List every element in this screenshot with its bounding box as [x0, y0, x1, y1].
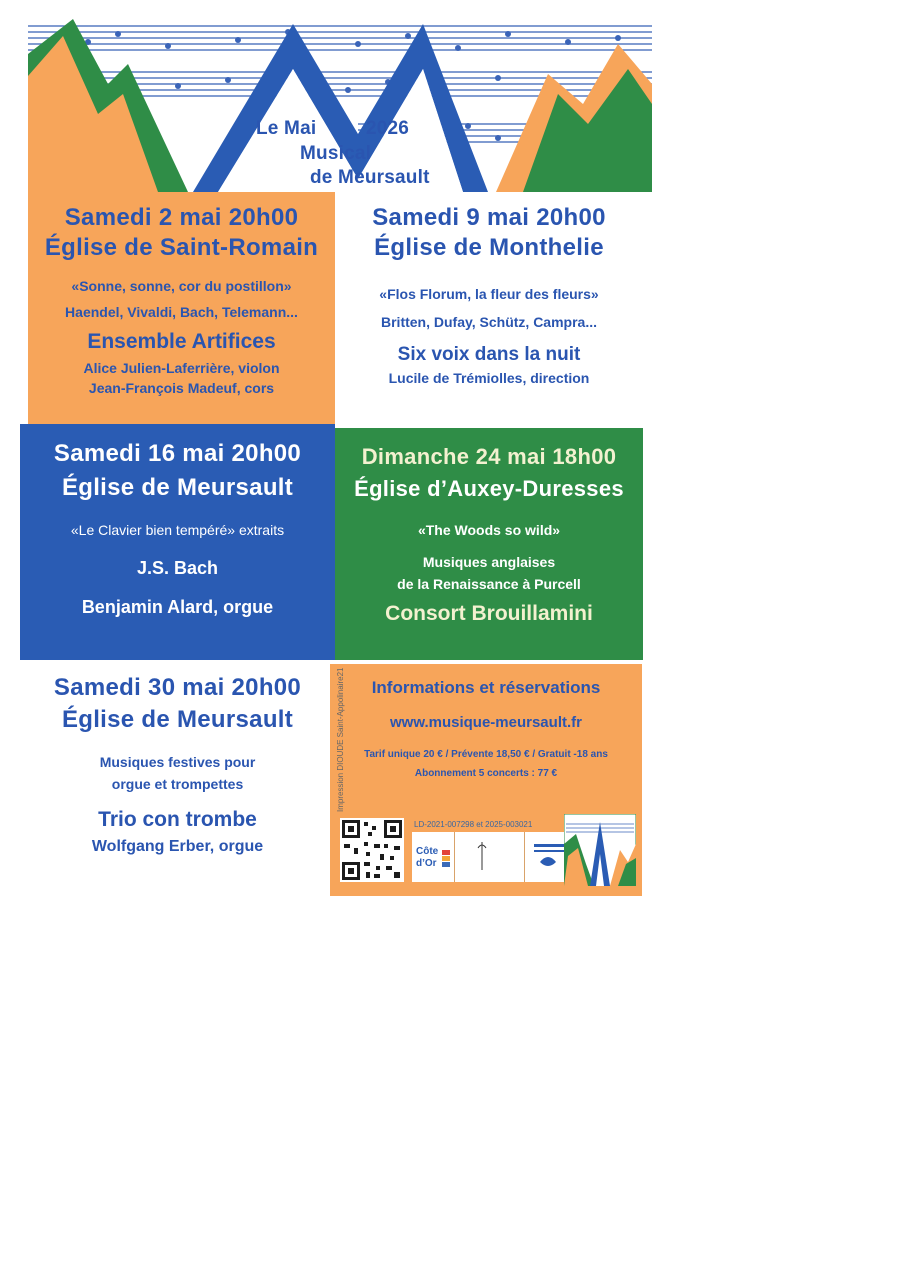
concert-description: de la Renaissance à Purcell	[397, 576, 581, 592]
concert-venue: Église de Monthelie	[374, 234, 604, 261]
festival-logo-icon	[564, 814, 636, 886]
header-title-line1: Le Mai	[256, 118, 317, 139]
licence-numbers: LD-2021-007298 et 2025-003021	[414, 820, 533, 829]
concert-program-title: «Le Clavier bien tempéré» extraits	[70, 522, 285, 538]
header-title-line3: de Meursault	[310, 167, 430, 188]
concert-description: orgue et trompettes	[111, 776, 244, 792]
concert-program-title: «The Woods so wild»	[417, 522, 561, 538]
concert-program-title: «Sonne, sonne, cor du postillon»	[71, 278, 292, 294]
concert-date: Samedi 16 mai 20h00	[53, 440, 302, 467]
concert-venue: Église de Meursault	[61, 474, 294, 501]
poster-header	[28, 14, 652, 192]
concert-performer: Lucile de Trémiolles, direction	[388, 370, 590, 386]
info-subscription: Abonnement 5 concerts : 77 €	[414, 768, 558, 779]
concert-composers: Britten, Dufay, Schütz, Campra...	[381, 314, 597, 330]
concert-venue: Église de Saint-Romain	[44, 234, 319, 261]
info-heading: Informations et réservations	[371, 678, 601, 697]
concert-date: Samedi 2 mai 20h00	[64, 204, 299, 231]
concert-performer: Jean-François Madeuf, cors	[88, 380, 275, 396]
mountains-score-illustration	[28, 14, 652, 192]
cote-dor-logo-text-1: Côte	[416, 846, 439, 857]
info-website: www.musique-meursault.fr	[390, 714, 582, 731]
sponsor-logos	[412, 832, 580, 882]
concert-description: Musiques festives pour	[99, 754, 256, 770]
concert-venue: Église d’Auxey-Duresses	[354, 476, 624, 501]
concert-composers: J.S. Bach	[136, 558, 219, 578]
concert-ensemble: Ensemble Artifices	[87, 330, 276, 353]
header-year: 2026	[366, 118, 410, 139]
concert-date: Samedi 9 mai 20h00	[372, 204, 606, 231]
concert-performer: Wolfgang Erber, orgue	[91, 838, 264, 855]
concert-card-5	[20, 660, 335, 890]
info-prices: Tarif unique 20 € / Prévente 18,50 € / Gratuit -18 ans	[364, 749, 608, 760]
print-credit: Impression DIOUDE Saint-Appolinaire21	[336, 667, 345, 812]
concert-venue: Église de Meursault	[61, 706, 294, 733]
concert-description: Musiques anglaises	[422, 554, 556, 570]
concert-performer: Benjamin Alard, orgue	[81, 597, 274, 617]
qr-code-icon	[340, 818, 404, 882]
concert-date: Samedi 30 mai 20h00	[53, 674, 302, 701]
concert-date: Dimanche 24 mai 18h00	[361, 444, 617, 469]
concert-program-title: «Flos Florum, la fleur des fleurs»	[379, 286, 599, 302]
concert-card-3	[20, 424, 335, 660]
concert-ensemble: Six voix dans la nuit	[397, 344, 581, 365]
concert-performer: Alice Julien-Laferrière, violon	[83, 360, 280, 376]
concert-card-4	[335, 428, 643, 660]
header-title-line2: Musical	[300, 143, 372, 164]
concert-card-2	[335, 192, 643, 424]
cote-dor-logo-text-2: d’Or	[416, 858, 437, 869]
concert-ensemble: Trio con trombe	[98, 808, 257, 831]
sponsor-logos-graphic	[412, 832, 580, 882]
concert-ensemble: Consort Brouillamini	[385, 602, 593, 625]
sponsor-strip	[336, 812, 638, 886]
concert-card-1	[28, 192, 335, 424]
concert-composers: Haendel, Vivaldi, Bach, Telemann...	[65, 304, 298, 320]
